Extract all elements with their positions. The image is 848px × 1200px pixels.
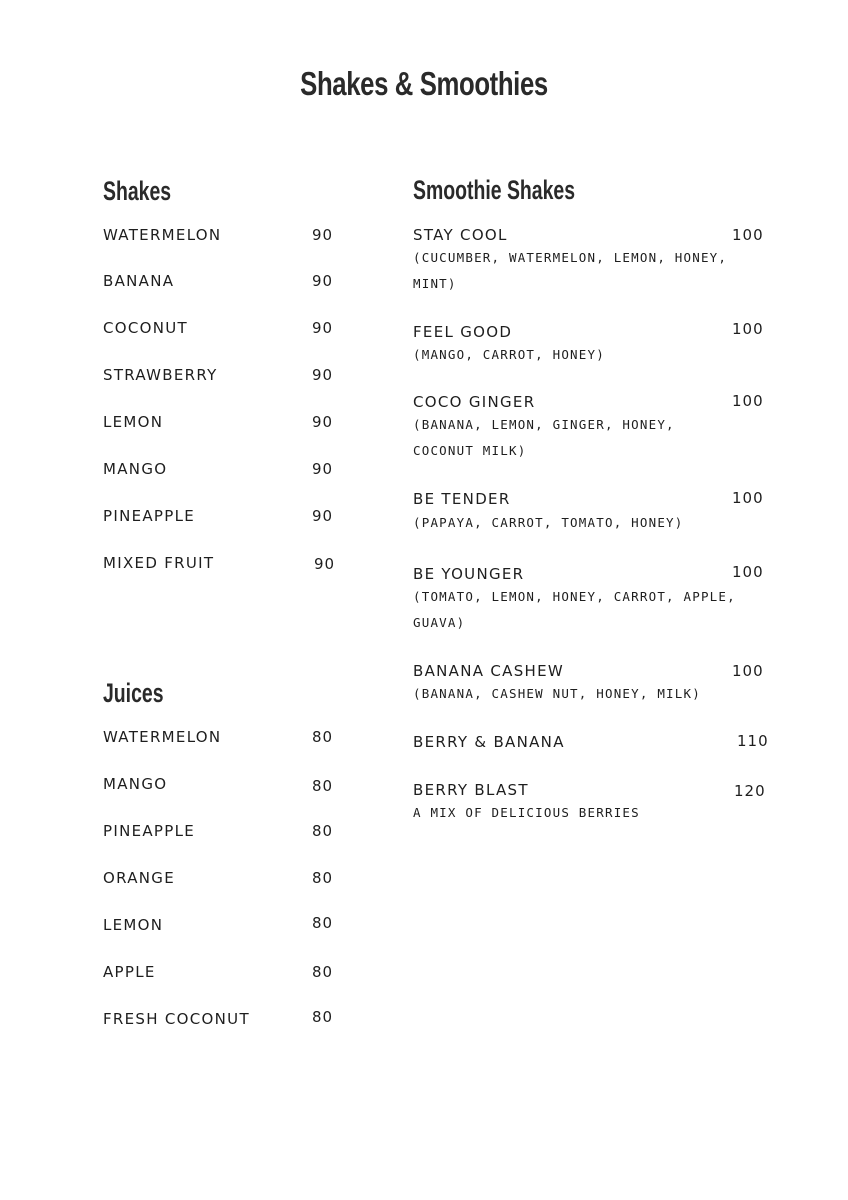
smoothie-item-price: 110	[737, 732, 769, 750]
juice-item-price: 80	[312, 728, 334, 746]
shake-item-name: MANGO	[103, 460, 168, 478]
smoothie-item-desc: (BANANA, CASHEW NUT, HONEY, MILK)	[413, 686, 701, 701]
shake-item-price: 90	[312, 507, 334, 525]
smoothie-item-price: 100	[732, 489, 764, 507]
section-title-juices: Juices	[103, 678, 164, 708]
smoothie-item-price: 120	[734, 782, 766, 800]
juice-item-name: MANGO	[103, 775, 168, 793]
juice-item-price: 80	[312, 869, 334, 887]
juice-item-name: PINEAPPLE	[103, 822, 196, 840]
smoothie-item-name: BANANA CASHEW	[413, 662, 565, 680]
smoothie-item-price: 100	[732, 392, 764, 410]
shake-item-name: LEMON	[103, 413, 164, 431]
smoothie-item-desc: (TOMATO, LEMON, HONEY, CARROT, APPLE, GUAVA)	[413, 589, 736, 630]
shake-item-name: BANANA	[103, 272, 175, 290]
smoothie-item-desc: (CUCUMBER, WATERMELON, LEMON, HONEY, MINT)	[413, 250, 728, 291]
juice-item-name: LEMON	[103, 916, 164, 934]
juice-item-price: 80	[312, 963, 334, 981]
juice-item-price: 80	[312, 914, 334, 932]
section-title-smoothie-shakes: Smoothie Shakes	[413, 175, 576, 205]
smoothie-item-price: 100	[732, 320, 764, 338]
smoothie-item-desc: A MIX OF DELICIOUS BERRIES	[413, 805, 640, 820]
smoothie-item-desc: (MANGO, CARROT, HONEY)	[413, 347, 605, 362]
shake-item-price: 90	[312, 413, 334, 431]
smoothie-item-price: 100	[732, 226, 764, 244]
smoothie-item-name: STAY COOL	[413, 226, 508, 244]
shake-item-name: MIXED FRUIT	[103, 554, 215, 572]
shake-item-price: 90	[312, 366, 334, 384]
smoothie-item-name: BERRY BLAST	[413, 781, 529, 799]
shake-item-name: PINEAPPLE	[103, 507, 196, 525]
juice-item-price: 80	[312, 777, 334, 795]
shake-item-price: 90	[312, 272, 334, 290]
smoothie-item-name: BE TENDER	[413, 490, 511, 508]
juice-item-name: WATERMELON	[103, 728, 222, 746]
smoothie-item-name: BERRY & BANANA	[413, 733, 565, 751]
page-title: Shakes & Smoothies	[300, 65, 548, 102]
juice-item-price: 80	[312, 1008, 334, 1026]
juice-item-name: FRESH COCONUT	[103, 1010, 250, 1028]
shake-item-price: 90	[314, 555, 336, 573]
smoothie-item-desc: (PAPAYA, CARROT, TOMATO, HONEY)	[413, 515, 684, 530]
shake-item-price: 90	[312, 460, 334, 478]
smoothie-item-price: 100	[732, 662, 764, 680]
smoothie-item-desc: (BANANA, LEMON, GINGER, HONEY, COCONUT MILK)	[413, 417, 675, 458]
smoothie-item-name: FEEL GOOD	[413, 323, 513, 341]
section-title-shakes: Shakes	[103, 176, 172, 206]
juice-item-price: 80	[312, 822, 334, 840]
smoothie-item-name: COCO GINGER	[413, 393, 536, 411]
shake-item-name: COCONUT	[103, 319, 189, 337]
shake-item-price: 90	[312, 226, 334, 244]
juice-item-name: APPLE	[103, 963, 156, 981]
smoothie-item-price: 100	[732, 563, 764, 581]
shake-item-name: WATERMELON	[103, 226, 222, 244]
smoothie-item-name: BE YOUNGER	[413, 565, 525, 583]
juice-item-name: ORANGE	[103, 869, 176, 887]
shake-item-price: 90	[312, 319, 334, 337]
shake-item-name: STRAWBERRY	[103, 366, 218, 384]
